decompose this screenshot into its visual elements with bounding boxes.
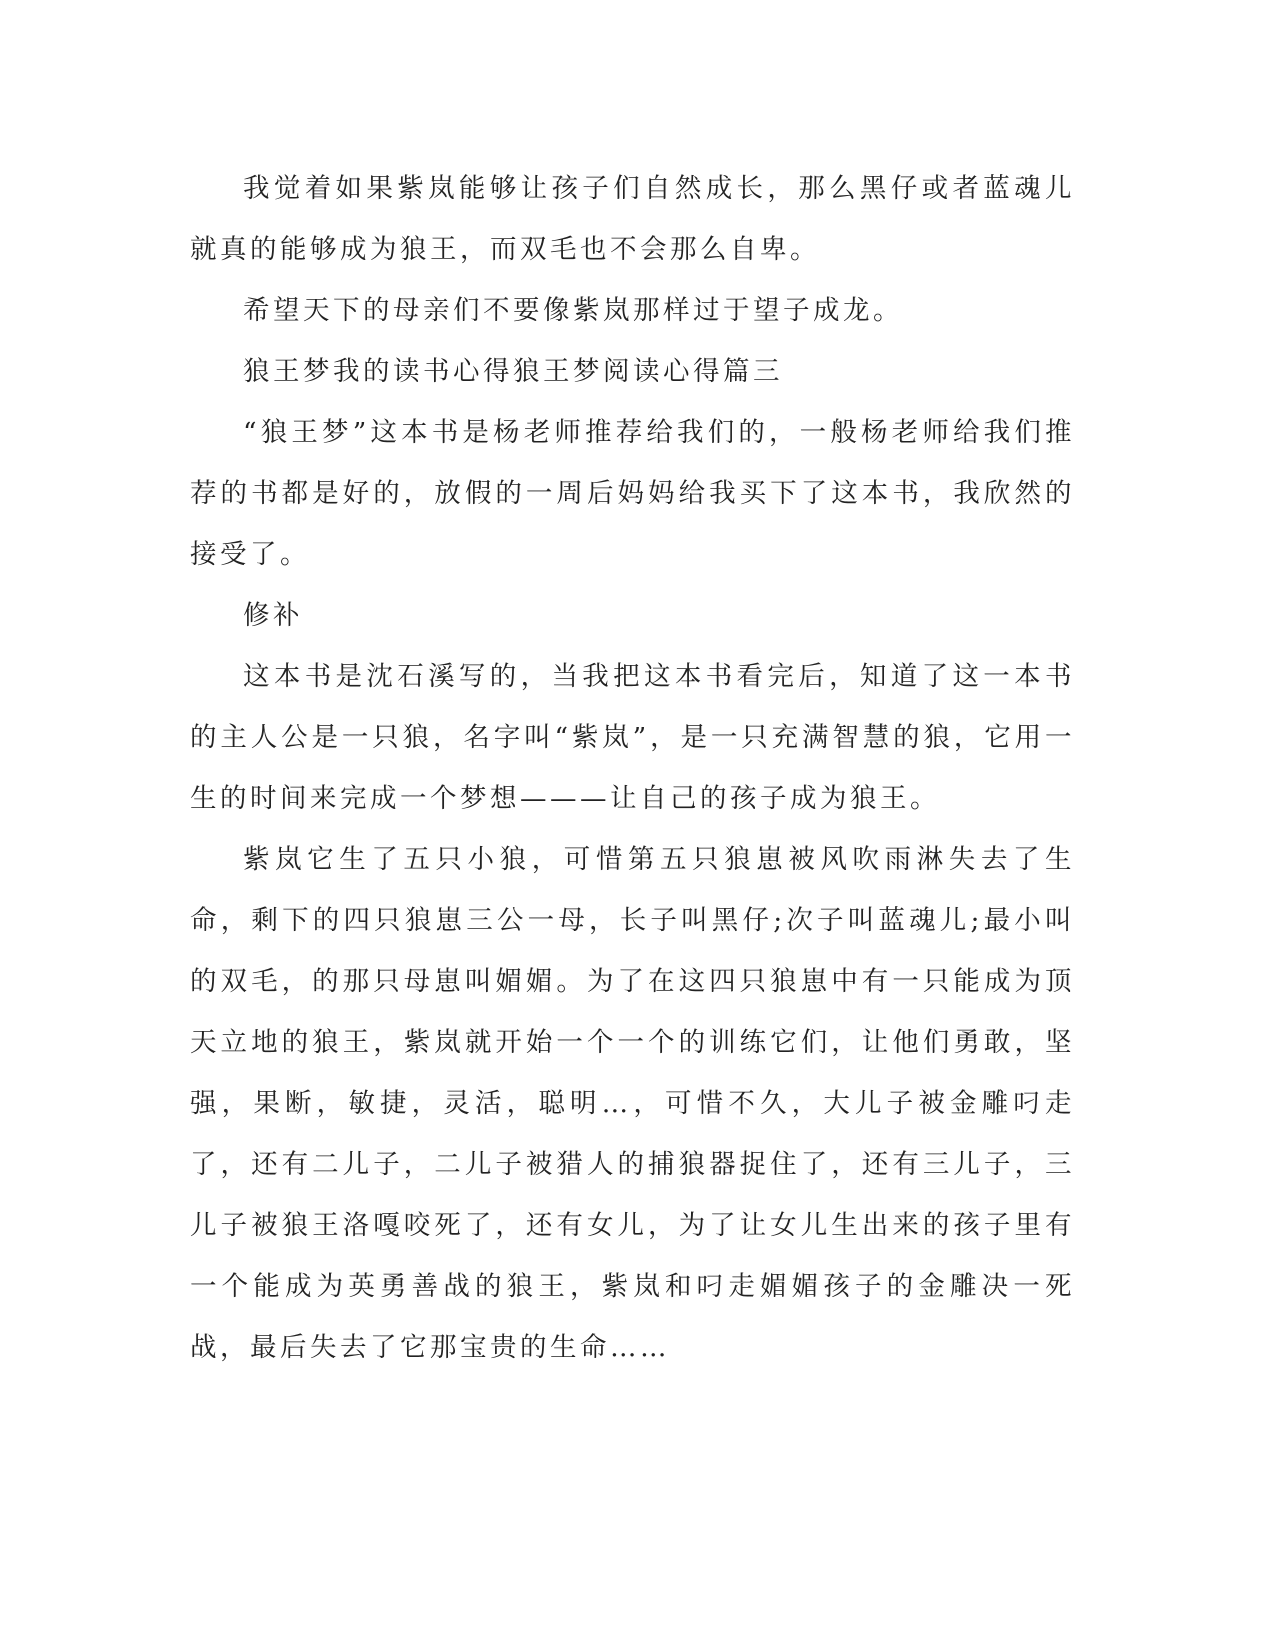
paragraph-5: 这本书是沈石溪写的，当我把这本书看完后，知道了这一本书的主人公是一只狼，名字叫“紫岚”，是一只充满智慧的狼，它用一生的时间来完成一个梦想———让自己的孩子成为狼王。 [190, 661, 1075, 814]
paragraph-4: 修补 [243, 600, 303, 631]
paragraph-1: 我觉着如果紫岚能够让孩子们自然成长，那么黑仔或者蓝魂儿就真的能够成为狼王，而双毛也不会那么自卑。 [190, 173, 1075, 265]
document-body [190, 158, 1075, 1378]
section-heading: 狼王梦我的读书心得狼王梦阅读心得篇三 [243, 356, 783, 387]
paragraph-3: “狼王梦”这本书是杨老师推荐给我们的，一般杨老师给我们推荐的书都是好的，放假的一周后妈妈给我买下了这本书，我欣然的接受了。 [190, 417, 1075, 570]
paragraph-2: 希望天下的母亲们不要像紫岚那样过于望子成龙。 [243, 295, 903, 326]
paragraph-6: 紫岚它生了五只小狼，可惜第五只狼崽被风吹雨淋失去了生命，剩下的四只狼崽三公一母，长子叫黑仔;次子叫蓝魂儿;最小叫的双毛，的那只母崽叫媚媚。为了在这四只狼崽中有一只能成为顶天立地的狼王，紫岚就开始一个一个的训练它们，让他们勇敢，坚强，果断，敏捷，灵活，聪明…，可惜不久，大儿子被金雕叼走了，还有二儿子，二儿子被猎人的捕狼器捉住了，还有三儿子，三儿子被狼王洛嘎咬死了，还有女儿，为了让女儿生出来的孩子里有一个能成为英勇善战的狼王，紫岚和叼走媚媚孩子的金雕决一死战，最后失去了它那宝贵的生命…… [190, 844, 1075, 1363]
